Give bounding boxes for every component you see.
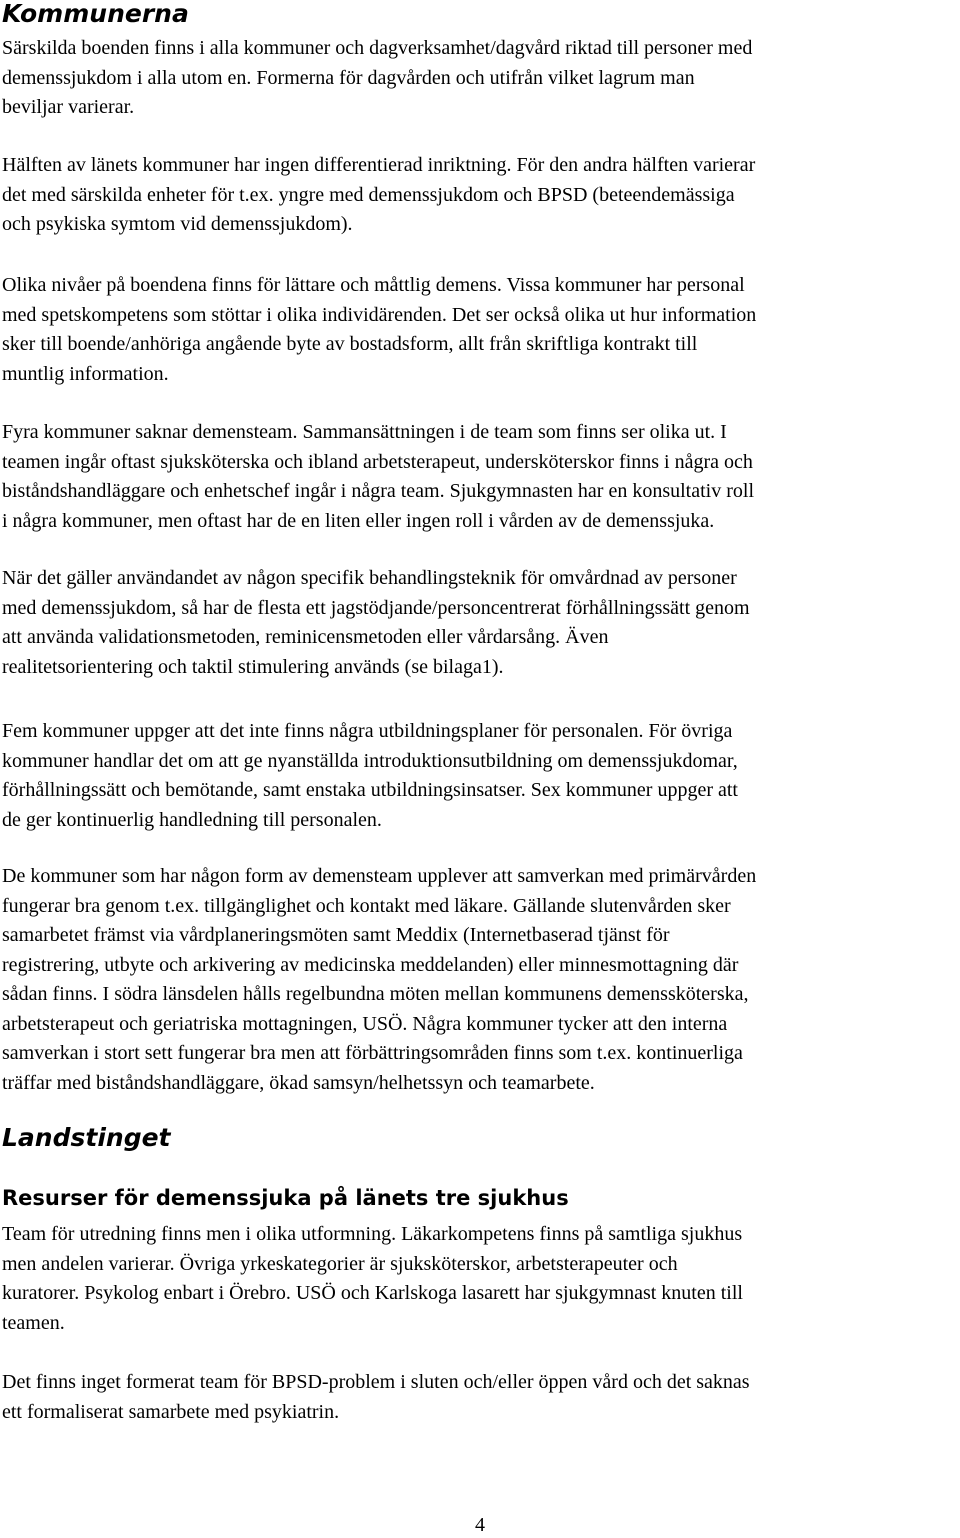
text-line: registrering, utbyte och arkivering av medicinska meddelanden) eller minnesmottagning där	[2, 953, 739, 976]
paragraph-2	[2, 151, 958, 240]
paragraph-4	[2, 418, 958, 536]
text-line: demenssjukdom i alla utom en. Formerna för dagvården och utifrån vilket lagrum man	[2, 66, 695, 89]
text-line: beviljar varierar.	[2, 96, 135, 118]
text-line: att använda validationsmetoden, reminicensmetoden eller vårdarsång. Även	[2, 626, 609, 648]
paragraph-7	[2, 862, 958, 1098]
text-line: med demenssjukdom, så har de flesta ett jagstödjande/personcentrerat förhållningssätt genom	[2, 596, 750, 619]
text-line: Team för utredning finns men i olika utformning. Läkarkompetens finns på samtliga sjukhus	[2, 1223, 743, 1245]
text-line: samverkan i stort sett fungerar bra men att förbättringsområden finns som t.ex. kontinuerliga	[2, 1042, 743, 1064]
text-line: De kommuner som har någon form av demensteam upplever att samverkan med primärvården	[2, 865, 757, 887]
heading-kommunerna: Kommunerna	[2, 0, 189, 28]
text-line: teamen ingår oftast sjuksköterska och ibland arbetsterapeut, undersköterskor finns i några och	[2, 450, 753, 473]
text-line: biståndshandläggare och enhetschef ingår i några team. Sjukgymnasten har en konsultativ roll	[2, 480, 755, 502]
text-line: fungerar bra genom t.ex. tillgänglighet och kontakt med läkare. Gällande slutenvården sker	[2, 894, 731, 917]
text-line: Olika nivåer på boendena finns för lättare och måttlig demens. Vissa kommuner har personal	[2, 274, 745, 296]
heading-landstinget: Landstinget	[2, 1123, 171, 1152]
text-line: träffar med biståndshandläggare, ökad samsyn/helhetssyn och teamarbete.	[2, 1071, 595, 1094]
text-line: teamen.	[2, 1311, 65, 1334]
text-line: sker till boende/anhöriga angående byte av bostadsform, allt från skriftliga kontrakt till	[2, 333, 698, 355]
page-number: 4	[475, 1514, 485, 1536]
text-line: ett formaliserat samarbete med psykiatrin.	[2, 1400, 340, 1423]
text-line: arbetsterapeut och geriatriska mottagningen, USÖ. Några kommuner tycker att den interna	[2, 1012, 728, 1035]
text-line: samarbetet främst via vårdplaneringsmöten samt Meddix (Internetbaserad tjänst för	[2, 924, 670, 946]
text-line: med spetskompetens som stöttar i olika individärenden. Det ser också olika ut hur information	[2, 303, 757, 326]
text-line: Särskilda boenden finns i alla kommuner och dagverksamhet/dagvård riktad till personer med	[2, 37, 753, 59]
text-line: realitetsorientering och taktil stimulering används (se bilaga1).	[2, 655, 504, 678]
paragraph-8	[2, 1220, 958, 1338]
text-line: sådan finns. I södra länsdelen hålls regelbundna möten mellan kommunens demenssköterska,	[2, 983, 749, 1005]
text-line: Fem kommuner uppger att det inte finns några utbildningsplaner för personalen. För övriga	[2, 720, 733, 742]
text-line: muntlig information.	[2, 362, 169, 385]
paragraph-1	[2, 34, 958, 123]
paragraph-5	[2, 564, 958, 682]
text-line: det med särskilda enheter för t.ex. yngre med demenssjukdom och BPSD (beteendemässiga	[2, 183, 735, 206]
paragraph-3	[2, 271, 958, 389]
paragraph-9	[2, 1368, 958, 1427]
text-line: i några kommuner, men oftast har de en liten eller ingen roll i vården av de demenssjuka.	[2, 509, 715, 532]
heading-resurser: Resurser för demenssjuka på länets tre sjukhus	[2, 1186, 569, 1210]
text-line: kommuner handlar det om att ge nyanställda introduktionsutbildning om demenssjukdomar,	[2, 749, 738, 772]
text-line: Fyra kommuner saknar demensteam. Sammansättningen i de team som finns ser olika ut. I	[2, 421, 727, 443]
text-line: de ger kontinuerlig handledning till personalen.	[2, 808, 382, 831]
text-line: Det finns inget formerat team för BPSD-problem i sluten och/eller öppen vård och det saknas	[2, 1371, 750, 1393]
text-line: men andelen varierar. Övriga yrkeskategorier är sjuksköterskor, arbetsterapeuter och	[2, 1252, 678, 1275]
text-line: förhållningssätt och bemötande, samt enstaka utbildningsinsatser. Sex kommuner uppger att	[2, 779, 738, 801]
text-line: Hälften av länets kommuner har ingen differentierad inriktning. För den andra hälften varierar	[2, 154, 756, 176]
text-line: När det gäller användandet av någon specifik behandlingsteknik för omvårdnad av personer	[2, 567, 737, 589]
paragraph-6	[2, 717, 958, 835]
text-line: och psykiska symtom vid demenssjukdom).	[2, 213, 353, 235]
text-line: kuratorer. Psykolog enbart i Örebro. USÖ och Karlskoga lasarett har sjukgymnast knuten till	[2, 1282, 743, 1304]
